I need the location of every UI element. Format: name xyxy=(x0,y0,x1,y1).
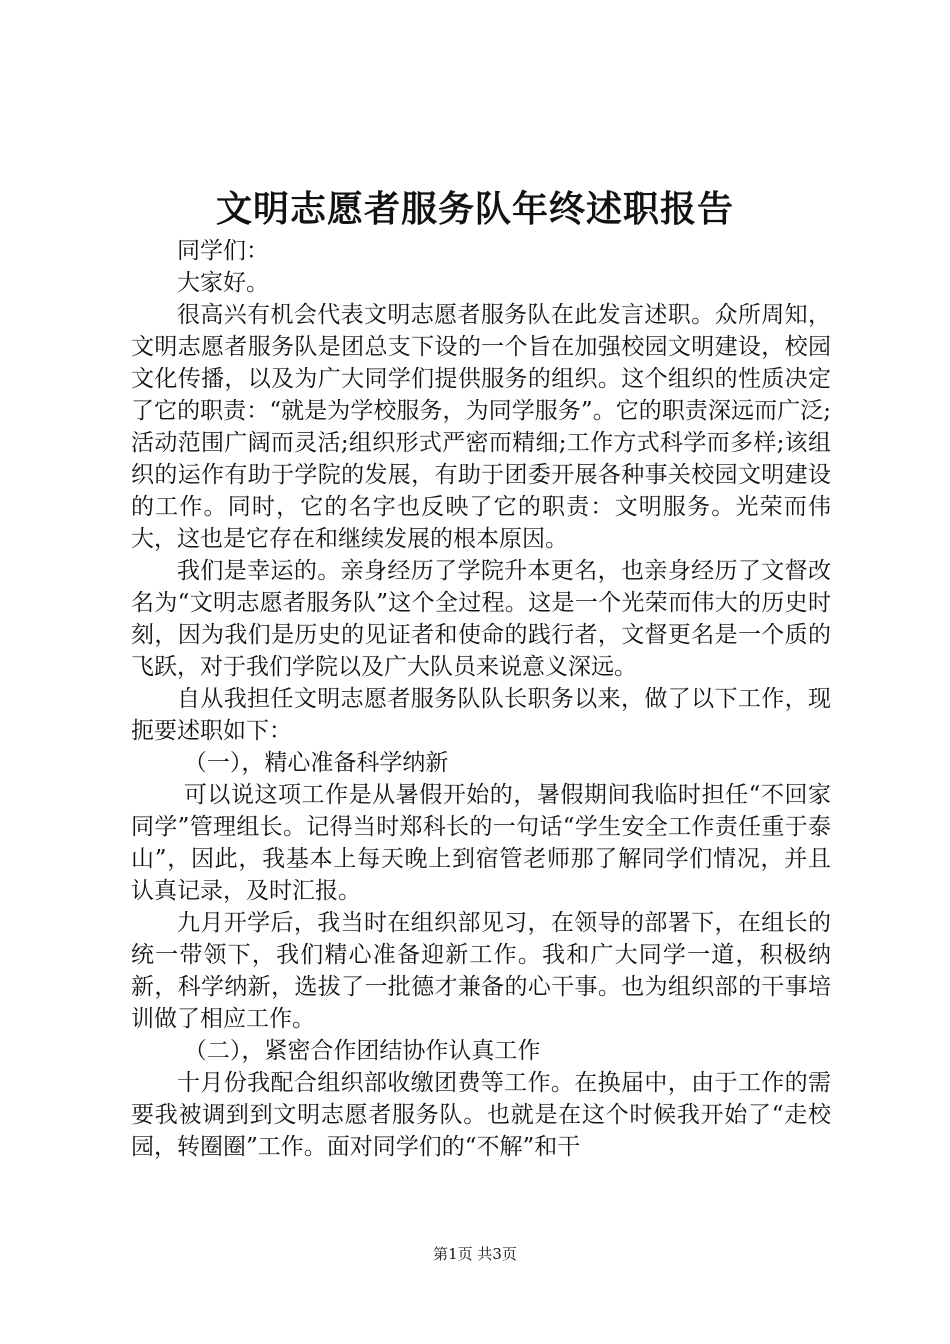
section-heading-1: （一），精心准备科学纳新 xyxy=(183,750,449,776)
paragraph-history: 我们是幸运的。亲身经历了学院升本更名，也亲身经历了文督改名为“文明志愿者服务队”这个全过程。这是一个光荣而伟大的历史时刻，因为我们是历史的见证者和使命的践行者，文督更名是一个质的飞跃，对于我们学院以及广大队员来说意义深远。 xyxy=(131,558,831,680)
greeting: 大家好。 xyxy=(177,270,269,296)
paragraph-october: 十月份我配合组织部收缴团费等工作。在换届中，由于工作的需要我被调到到文明志愿者服务队。也就是在这个时候我开始了“走校园，转圈圈”工作。面对同学们的“不解”和干 xyxy=(131,1070,831,1160)
paragraph-september: 九月开学后，我当时在组织部见习，在领导的部署下，在组长的统一带领下，我们精心准备迎新工作。我和广大同学一道，积极纳新，科学纳新，选拔了一批德才兼备的心干事。也为组织部的干事培训做了相应工作。 xyxy=(131,910,831,1032)
section-heading-2: （二），紧密合作团结协作认真工作 xyxy=(183,1038,541,1064)
salutation: 同学们： xyxy=(177,238,269,264)
document-title: 文明志愿者服务队年终述职报告 xyxy=(215,188,734,230)
paragraph-overview: 自从我担任文明志愿者服务队队长职务以来，做了以下工作，现扼要述职如下： xyxy=(131,686,831,744)
page-footer: 第1页 共3页 xyxy=(433,1245,517,1263)
paragraph-intro: 很高兴有机会代表文明志愿者服务队在此发言述职。众所周知，文明志愿者服务队是团总支下设的一个旨在加强校园文明建设，校园文化传播，以及为广大同学们提供服务的组织。这个组织的性质决定了它的职责：“就是为学校服务，为同学服务”。它的职责深远而广泛;活动范围广阔而灵活;组织形式严密而精细;工作方式科学而多样;该组织的运作有助于学院的发展，有助于团委开展各种事关校园文明建设的工作。同时，它的名字也反映了它的职责：文明服务。光荣而伟大，这也是它存在和继续发展的根本原因。 xyxy=(131,302,831,552)
document-body xyxy=(131,235,831,1163)
paragraph-summer: 可以说这项工作是从暑假开始的，暑假期间我临时担任“不回家同学”管理组长。记得当时郑科长的一句话“学生安全工作责任重于泰山”，因此，我基本上每天晚上到宿管老师那了解同学们情况，并且认真记录，及时汇报。 xyxy=(131,782,831,904)
